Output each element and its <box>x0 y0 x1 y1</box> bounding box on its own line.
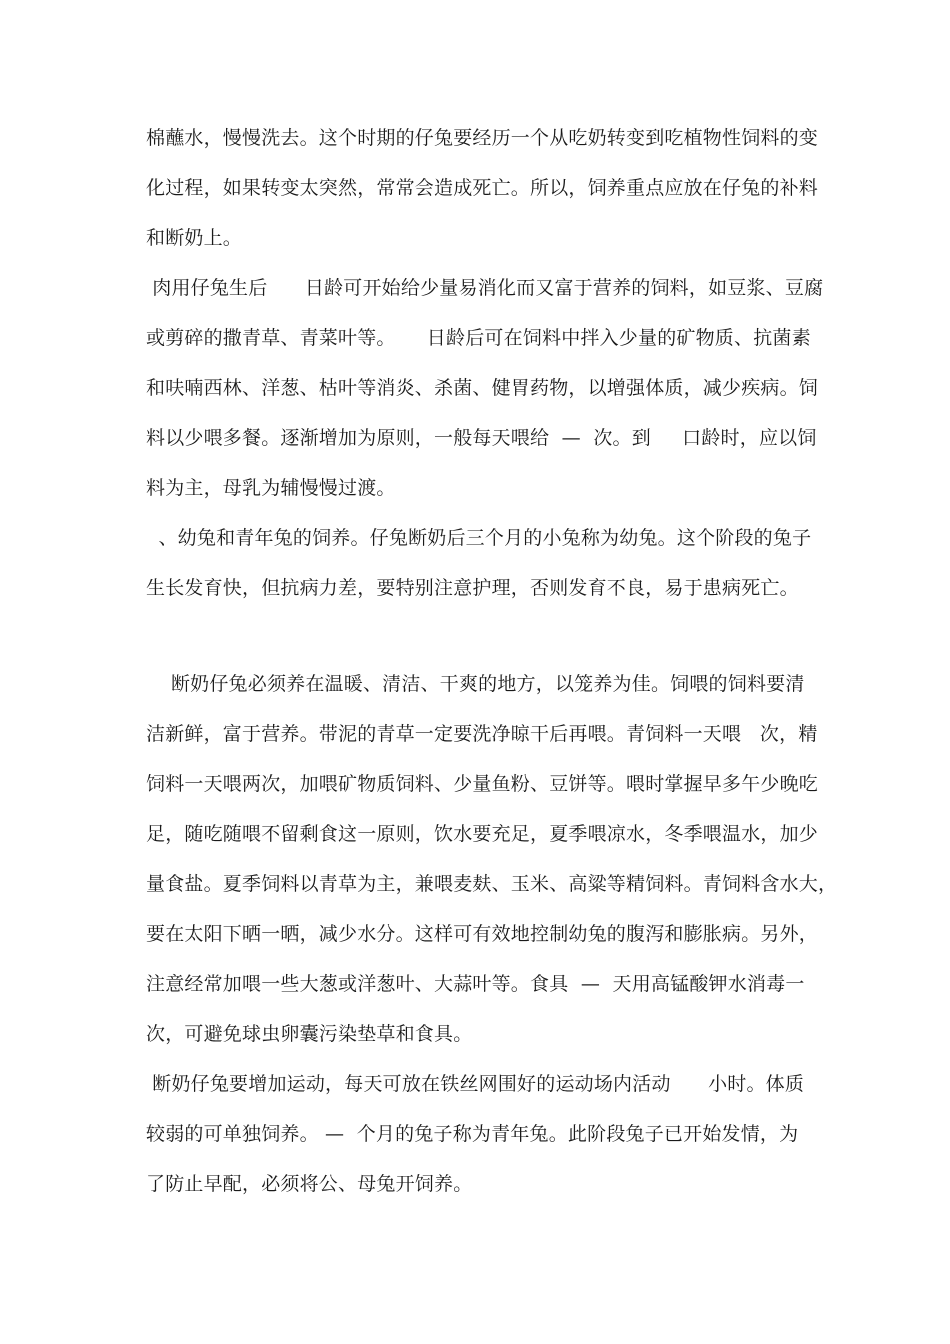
text-line: 断奶仔兔要增加运动，每天可放在铁丝网围好的运动场内活动 小时。体质 <box>146 1073 805 1095</box>
text-line: 生长发育快，但抗病力差，要特别注意护理，否则发育不良，易于患病死亡。 <box>146 577 799 599</box>
text-line: 化过程，如果转变太突然，常常会造成死亡。所以，饲养重点应放在仔兔的补料 <box>146 177 819 199</box>
text-line: 肉用仔兔生后 日龄可开始给少量易消化而又富于营养的饲料，如豆浆、豆腐 <box>146 277 824 299</box>
text-line: 洁新鲜，富于营养。带泥的青草一定要洗净晾干后再喂。青饲料一天喂 次，精 <box>146 723 818 745</box>
text-line: 次，可避免球虫卵囊污染垫草和食具。 <box>146 1023 473 1045</box>
text-line: 料以少喂多餐。逐渐增加为原则，一般每天喂给 — 次。到 口龄时，应以饲 <box>146 427 817 449</box>
text-line: 较弱的可单独饲养。 — 个月的兔子称为青年兔。此阶段兔子已开始发情，为 <box>146 1123 799 1145</box>
text-line: 和呋喃西林、洋葱、枯叶等消炎、杀菌、健胃药物，以增强体质，减少疾病。饲 <box>146 377 819 399</box>
text-line: 足，随吃随喂不留剩食这一原则，饮水要充足，夏季喂凉水，冬季喂温水，加少 <box>146 823 819 845</box>
text-line: 了防止早配，必须将公、母兔开饲养。 <box>146 1173 473 1195</box>
text-line: 和断奶上。 <box>146 227 243 249</box>
text-line: 料为主，母乳为辅慢慢过渡。 <box>146 477 396 499</box>
text-line: 要在太阳下晒一晒，减少水分。这样可有效地控制幼兔的腹泻和膨胀病。另外， <box>146 923 819 945</box>
text-line: 棉蘸水，慢慢洗去。这个时期的仔兔要经历一个从吃奶转变到吃植物性饲料的变 <box>146 127 819 149</box>
text-line: 量食盐。夏季饲料以青草为主，兼喂麦麸、玉米、高粱等精饲料。青饲料含水大， <box>146 873 838 895</box>
text-line: 注意经常加喂一些大葱或洋葱叶、大蒜叶等。食具 — 天用高锰酸钾水消毒一 <box>146 973 805 995</box>
text-line: 或剪碎的撒青草、青菜叶等。 日龄后可在饲料中拌入少量的矿物质、抗菌素 <box>146 327 811 349</box>
text-line: 饲料一天喂两次，加喂矿物质饲料、少量鱼粉、豆饼等。喂时掌握早多午少晚吃 <box>146 773 819 795</box>
text-line: 断奶仔兔必须养在温暖、清洁、干爽的地方，以笼养为佳。饲喂的饲料要清 <box>146 673 805 695</box>
text-line: 、幼兔和青年兔的饲养。仔兔断奶后三个月的小兔称为幼兔。这个阶段的兔子 <box>146 527 812 549</box>
